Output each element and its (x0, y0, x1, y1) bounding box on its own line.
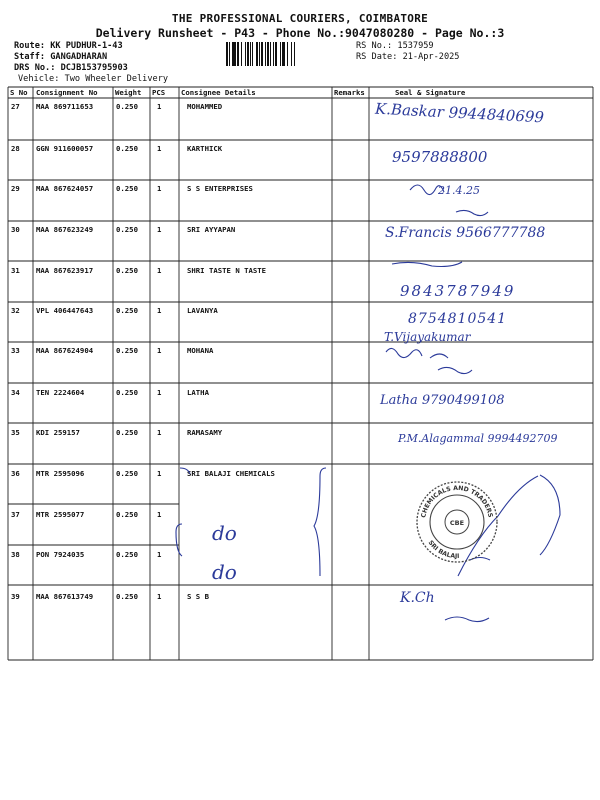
cell-pcs: 1 (157, 469, 162, 478)
cell-consignment: PON 7924035 (36, 550, 85, 559)
cell-consignment: GGN 911600057 (36, 144, 94, 153)
svg-text:SRI BALAJI: SRI BALAJI (426, 539, 460, 561)
signature-row-39: K.Ch (400, 590, 435, 606)
drs-number: DRS No.: DCJB153795903 (14, 63, 128, 73)
cell-sno: 30 (11, 225, 20, 234)
cell-sno: 31 (11, 266, 20, 275)
col-header-consignee: Consignee Details (181, 88, 256, 97)
cell-weight: 0.250 (116, 266, 138, 275)
svg-text:CBE: CBE (449, 519, 465, 527)
cell-consignment: MAA 869711653 (36, 102, 94, 111)
cell-pcs: 1 (157, 225, 162, 234)
cell-sno: 28 (11, 144, 20, 153)
col-header-pcs: PCS (152, 88, 166, 97)
signature-row-32: 8754810541 (408, 311, 508, 327)
col-header-consignment: Consignment No (36, 88, 98, 97)
barcode-bar (295, 42, 296, 66)
cell-weight: 0.250 (116, 225, 138, 234)
barcode (226, 42, 350, 66)
cell-sno: 39 (11, 592, 20, 601)
route-label: Route: KK PUDHUR-1-43 (14, 41, 123, 51)
cell-weight: 0.250 (116, 469, 138, 478)
cell-pcs: 1 (157, 102, 162, 111)
signature-row-35: P.M.Alagammal 9994492709 (398, 432, 558, 445)
cell-consignee: RAMASAMY (187, 428, 223, 437)
cell-pcs: 1 (157, 266, 162, 275)
signature-row-30: S.Francis 9566777788 (385, 225, 546, 241)
cell-consignment: MAA 867624904 (36, 346, 94, 355)
cell-pcs: 1 (157, 346, 162, 355)
cell-consignee: KARTHICK (187, 144, 223, 153)
cell-sno: 29 (11, 184, 20, 193)
cell-pcs: 1 (157, 184, 162, 193)
cell-weight: 0.250 (116, 346, 138, 355)
svg-text:CHEMICALS AND TRADERS: CHEMICALS AND TRADERS (420, 484, 494, 519)
cell-consignment: VPL 406447643 (36, 306, 94, 315)
ditto-mark-38: do (212, 560, 237, 584)
signature-row-27: K.Baskar 9944840699 (374, 99, 545, 127)
cell-sno: 27 (11, 102, 20, 111)
cell-consignment: MAA 867623249 (36, 225, 94, 234)
col-header-weight: Weight (115, 88, 142, 97)
cell-consignment: MAA 867623917 (36, 266, 94, 275)
col-header-seal: Seal & Signature (395, 88, 466, 97)
rs-number: RS No.: 1537959 (356, 41, 434, 51)
cell-consignee: MOHANA (187, 346, 214, 355)
cell-weight: 0.250 (116, 550, 138, 559)
cell-pcs: 1 (157, 306, 162, 315)
cell-consignee: S S ENTERPRISES (187, 184, 253, 193)
cell-pcs: 1 (157, 388, 162, 397)
staff-label: Staff: GANGADHARAN (14, 52, 108, 62)
cell-consignee: SHRI TASTE N TASTE (187, 266, 267, 275)
cell-consignee: LAVANYA (187, 306, 218, 315)
cell-sno: 34 (11, 388, 20, 397)
cell-weight: 0.250 (116, 184, 138, 193)
cell-sno: 32 (11, 306, 20, 315)
signature-row-34: Latha 9790499108 (380, 393, 505, 408)
cell-weight: 0.250 (116, 592, 138, 601)
cell-weight: 0.250 (116, 428, 138, 437)
cell-pcs: 1 (157, 592, 162, 601)
cell-sno: 38 (11, 550, 20, 559)
cell-consignee: LATHA (187, 388, 209, 397)
col-header-remarks: Remarks (334, 88, 365, 97)
signature-row-31: 9843787949 (400, 282, 516, 300)
cell-weight: 0.250 (116, 102, 138, 111)
cell-consignment: MAA 867613749 (36, 592, 94, 601)
cell-pcs: 1 (157, 550, 162, 559)
signature-row-28: 9597888800 (392, 148, 488, 166)
cell-consignment: TEN 2224604 (36, 388, 85, 397)
cell-sno: 33 (11, 346, 20, 355)
ditto-mark-37: do (212, 521, 237, 545)
rs-date: RS Date: 21-Apr-2025 (356, 52, 460, 62)
cell-weight: 0.250 (116, 388, 138, 397)
cell-sno: 35 (11, 428, 20, 437)
vehicle-label: Vehicle: Two Wheeler Delivery (18, 74, 169, 84)
cell-consignee: SRI BALAJI CHEMICALS (187, 469, 275, 478)
cell-consignee: S S B (187, 592, 209, 601)
cell-pcs: 1 (157, 510, 162, 519)
signature-row-29: 21.4.25 (438, 184, 480, 197)
cell-pcs: 1 (157, 144, 162, 153)
cell-consignee: MOHAMMED (187, 102, 223, 111)
runsheet-subtitle: Delivery Runsheet - P43 - Phone No.:9047080280 - Page No.:3 (95, 26, 505, 40)
cell-weight: 0.250 (116, 510, 138, 519)
cell-sno: 37 (11, 510, 20, 519)
col-header-sno: S No (10, 88, 28, 97)
cell-pcs: 1 (157, 428, 162, 437)
signature-row-33: T.Vijayakumar (384, 330, 471, 344)
cell-consignee: SRI AYYAPAN (187, 225, 236, 234)
cell-consignment: KDI 259157 (36, 428, 80, 437)
cell-sno: 36 (11, 469, 20, 478)
cell-consignment: MTR 2595077 (36, 510, 85, 519)
cell-consignment: MTR 2595096 (36, 469, 85, 478)
cell-consignment: MAA 867624057 (36, 184, 94, 193)
cell-weight: 0.250 (116, 144, 138, 153)
cell-weight: 0.250 (116, 306, 138, 315)
company-title: THE PROFESSIONAL COURIERS, COIMBATORE (171, 12, 429, 25)
